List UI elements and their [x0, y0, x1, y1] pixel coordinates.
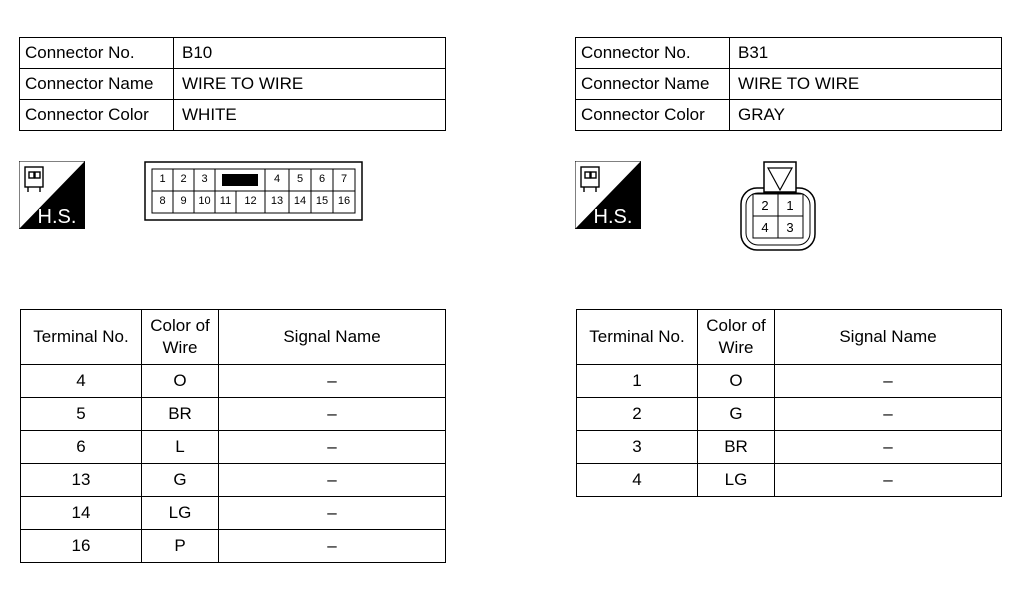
wire-color: LG	[698, 464, 775, 497]
table-row	[21, 431, 446, 464]
wire-color-header: Color of Wire	[698, 310, 775, 365]
terminal-no: 13	[21, 464, 142, 497]
table-row	[21, 365, 446, 398]
terminal-table-header	[21, 310, 446, 365]
terminal-table	[20, 309, 446, 563]
connector-info-table	[19, 37, 446, 131]
terminal-no: 4	[577, 464, 698, 497]
signal-name: –	[219, 530, 446, 563]
pin-12: 12	[244, 195, 257, 207]
table-row	[577, 431, 1002, 464]
wire-color: P	[142, 530, 219, 563]
connector-name-value: WIRE TO WIRE	[730, 69, 1002, 100]
connector-b31-face	[740, 160, 816, 257]
pin-16: 16	[337, 195, 351, 207]
connector-color-label: Connector Color	[20, 100, 174, 131]
wire-color: O	[142, 365, 219, 398]
connector-color-row	[20, 100, 446, 131]
connector-name-label: Connector Name	[576, 69, 730, 100]
signal-name-header: Signal Name	[775, 310, 1002, 365]
terminal-no: 3	[577, 431, 698, 464]
pin-5: 5	[296, 173, 304, 185]
connector-lock-tab	[222, 174, 258, 186]
pin-15: 15	[315, 195, 329, 207]
pin-7: 7	[340, 173, 348, 185]
terminal-no: 14	[21, 497, 142, 530]
harness-side-icon	[19, 161, 85, 229]
wire-color: BR	[142, 398, 219, 431]
wire-color: L	[142, 431, 219, 464]
pin-2: 2	[180, 173, 187, 185]
wire-color: G	[698, 398, 775, 431]
signal-name: –	[219, 398, 446, 431]
pin-9: 9	[180, 195, 187, 207]
wire-color: LG	[142, 497, 219, 530]
pin-11: 11	[219, 195, 232, 207]
terminal-no: 4	[21, 365, 142, 398]
connector-b31-panel	[575, 0, 1005, 608]
connector-b10-panel	[19, 0, 449, 608]
hs-label: H.S.	[593, 206, 633, 228]
terminal-no-header: Terminal No.	[21, 310, 142, 365]
terminal-no: 1	[577, 365, 698, 398]
wire-color: BR	[698, 431, 775, 464]
pin-4: 4	[761, 220, 769, 235]
wire-color: G	[142, 464, 219, 497]
wire-color-header: Color of Wire	[142, 310, 219, 365]
signal-name: –	[775, 365, 1002, 398]
hs-label: H.S.	[37, 206, 77, 228]
pin-6: 6	[318, 173, 326, 185]
pin-14: 14	[293, 195, 307, 207]
pin-10: 10	[198, 195, 211, 207]
signal-name-header: Signal Name	[219, 310, 446, 365]
signal-name: –	[219, 431, 446, 464]
terminal-no: 6	[21, 431, 142, 464]
pin-3: 3	[786, 220, 794, 235]
pin-4: 4	[273, 173, 281, 185]
table-row	[577, 464, 1002, 497]
connector-no-label: Connector No.	[20, 38, 174, 69]
connector-no-value: B10	[174, 38, 446, 69]
signal-name: –	[775, 431, 1002, 464]
pin-1: 1	[159, 173, 166, 185]
pin-3: 3	[201, 173, 208, 185]
table-row	[577, 365, 1002, 398]
connector-b10-face	[144, 161, 364, 228]
connector-no-label: Connector No.	[576, 38, 730, 69]
wire-color: O	[698, 365, 775, 398]
signal-name: –	[775, 464, 1002, 497]
connector-color-value: WHITE	[174, 100, 446, 131]
pin-8: 8	[159, 195, 166, 207]
connector-color-row	[576, 100, 1002, 131]
table-row	[21, 398, 446, 431]
signal-name: –	[775, 398, 1002, 431]
terminal-no: 2	[577, 398, 698, 431]
pin-1: 1	[786, 198, 794, 213]
connector-name-label: Connector Name	[20, 69, 174, 100]
connector-no-value: B31	[730, 38, 1002, 69]
connector-name-row	[20, 69, 446, 100]
table-row	[21, 530, 446, 563]
connector-name-value: WIRE TO WIRE	[174, 69, 446, 100]
terminal-no-header: Terminal No.	[577, 310, 698, 365]
terminal-no: 16	[21, 530, 142, 563]
connector-color-value: GRAY	[730, 100, 1002, 131]
connector-no-row	[20, 38, 446, 69]
table-row	[577, 398, 1002, 431]
table-row	[21, 464, 446, 497]
signal-name: –	[219, 497, 446, 530]
terminal-no: 5	[21, 398, 142, 431]
pin-2: 2	[761, 198, 769, 213]
connector-no-row	[576, 38, 1002, 69]
connector-name-row	[576, 69, 1002, 100]
harness-side-icon	[575, 161, 641, 229]
table-row	[21, 497, 446, 530]
connector-info-table	[575, 37, 1002, 131]
pin-13: 13	[270, 195, 284, 207]
terminal-table-header	[577, 310, 1002, 365]
connector-color-label: Connector Color	[576, 100, 730, 131]
signal-name: –	[219, 464, 446, 497]
terminal-table	[576, 309, 1002, 497]
signal-name: –	[219, 365, 446, 398]
